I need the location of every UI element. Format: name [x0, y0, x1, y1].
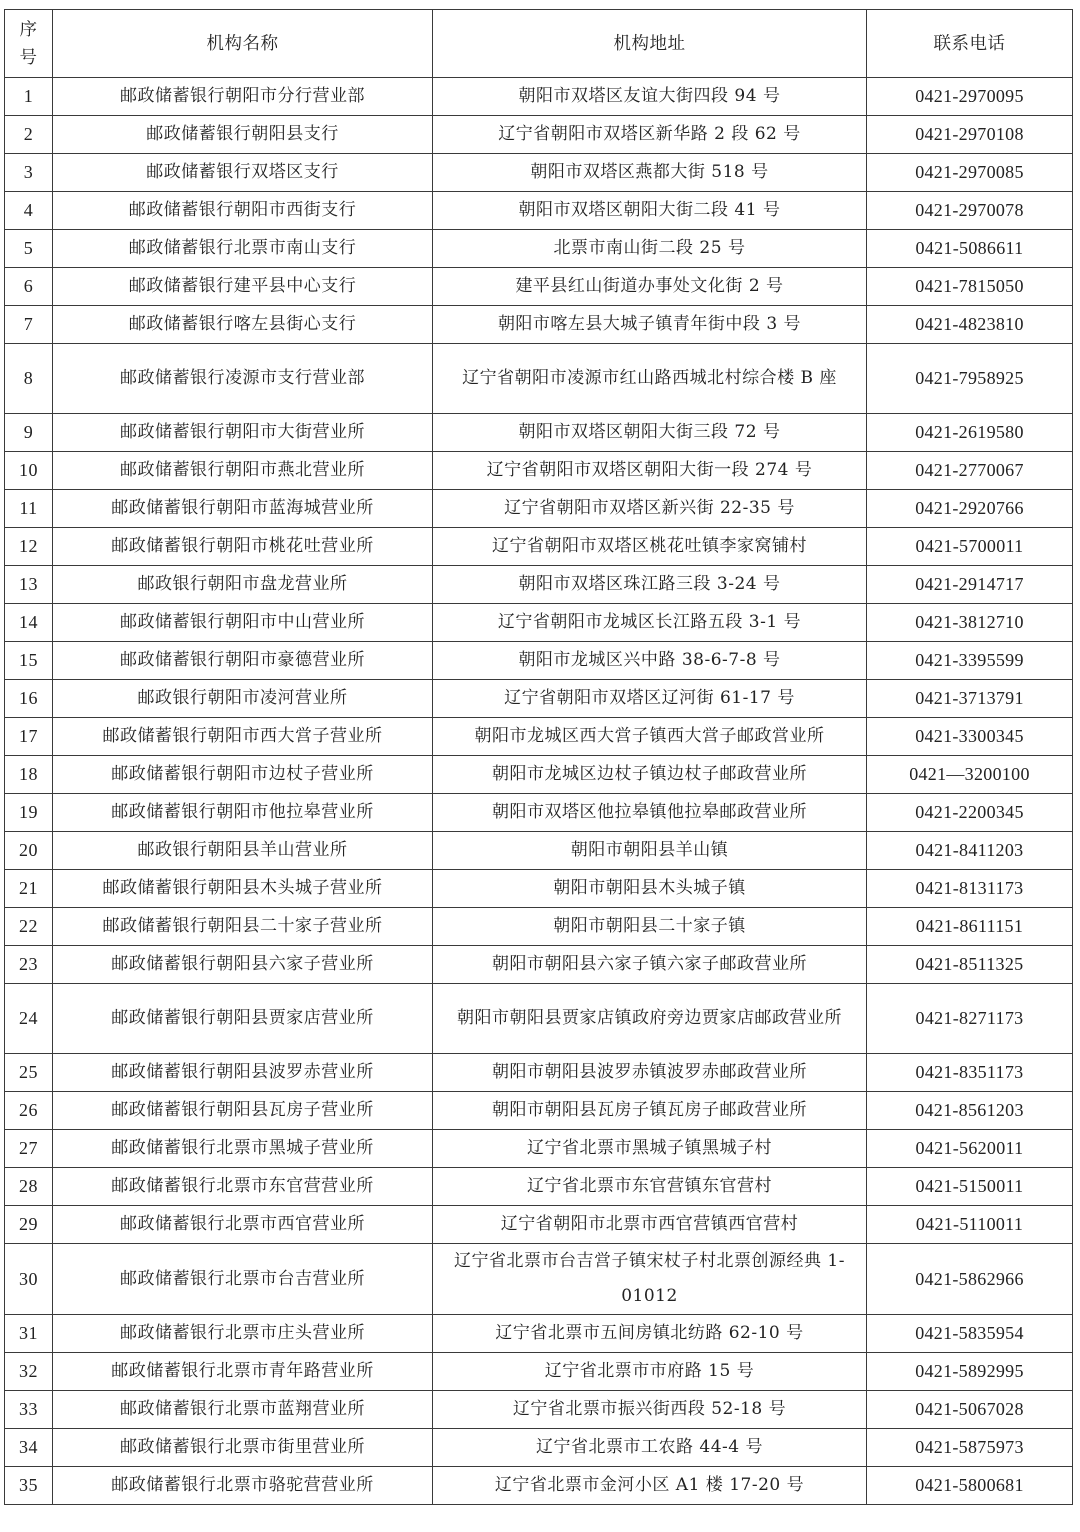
row-institution-name: 邮政储蓄银行北票市蓝翔营业所 — [53, 1391, 433, 1429]
table-row — [5, 946, 1073, 984]
row-serial-number: 13 — [5, 566, 53, 604]
row-serial-number: 1 — [5, 78, 53, 116]
row-contact-phone: 0421-2770067 — [867, 452, 1073, 490]
row-contact-phone: 0421-5892995 — [867, 1353, 1073, 1391]
row-contact-phone: 0421-3812710 — [867, 604, 1073, 642]
table-row — [5, 490, 1073, 528]
row-institution-address: 辽宁省朝阳市龙城区长江路五段 3-1 号 — [433, 604, 867, 642]
row-institution-name: 邮政储蓄银行朝阳市中山营业所 — [53, 604, 433, 642]
row-institution-address: 朝阳市双塔区友谊大街四段 94 号 — [433, 78, 867, 116]
table-row — [5, 566, 1073, 604]
row-institution-name: 邮政储蓄银行北票市街里营业所 — [53, 1429, 433, 1467]
table-row — [5, 718, 1073, 756]
table-row — [5, 78, 1073, 116]
row-contact-phone: 0421-2914717 — [867, 566, 1073, 604]
table-row — [5, 268, 1073, 306]
row-institution-name: 邮政储蓄银行北票市庄头营业所 — [53, 1315, 433, 1353]
row-contact-phone: 0421-8611151 — [867, 908, 1073, 946]
row-institution-address: 朝阳市朝阳县贾家店镇政府旁边贾家店邮政营业所 — [433, 984, 867, 1054]
table-row — [5, 306, 1073, 344]
row-contact-phone: 0421-5620011 — [867, 1130, 1073, 1168]
row-serial-number: 24 — [5, 984, 53, 1054]
table-row — [5, 192, 1073, 230]
row-serial-number: 14 — [5, 604, 53, 642]
row-institution-name: 邮政储蓄银行北票市南山支行 — [53, 230, 433, 268]
row-institution-name: 邮政储蓄银行双塔区支行 — [53, 154, 433, 192]
table-row — [5, 414, 1073, 452]
row-institution-address: 辽宁省北票市市府路 15 号 — [433, 1353, 867, 1391]
row-institution-address: 辽宁省朝阳市双塔区新华路 2 段 62 号 — [433, 116, 867, 154]
table-row — [5, 642, 1073, 680]
row-contact-phone: 0421-2200345 — [867, 794, 1073, 832]
table-row — [5, 116, 1073, 154]
row-contact-phone: 0421-5086611 — [867, 230, 1073, 268]
row-contact-phone: 0421-5110011 — [867, 1206, 1073, 1244]
row-serial-number: 22 — [5, 908, 53, 946]
row-contact-phone: 0421-5150011 — [867, 1168, 1073, 1206]
row-institution-address: 辽宁省朝阳市双塔区辽河街 61-17 号 — [433, 680, 867, 718]
row-institution-address: 朝阳市朝阳县羊山镇 — [433, 832, 867, 870]
row-contact-phone: 0421-8411203 — [867, 832, 1073, 870]
header-institution-address: 机构地址 — [433, 10, 867, 78]
table-row — [5, 1130, 1073, 1168]
row-contact-phone: 0421-3300345 — [867, 718, 1073, 756]
row-serial-number: 6 — [5, 268, 53, 306]
header-serial-number — [5, 10, 53, 78]
row-contact-phone: 0421-5800681 — [867, 1467, 1073, 1505]
row-institution-name: 邮政储蓄银行朝阳市分行营业部 — [53, 78, 433, 116]
row-institution-name: 邮政储蓄银行建平县中心支行 — [53, 268, 433, 306]
row-contact-phone: 0421-5875973 — [867, 1429, 1073, 1467]
row-institution-address: 辽宁省朝阳市双塔区朝阳大街一段 274 号 — [433, 452, 867, 490]
table-row — [5, 832, 1073, 870]
row-institution-address: 朝阳市朝阳县六家子镇六家子邮政营业所 — [433, 946, 867, 984]
table-row — [5, 870, 1073, 908]
row-institution-address: 朝阳市朝阳县二十家子镇 — [433, 908, 867, 946]
row-institution-name: 邮政储蓄银行朝阳市边杖子营业所 — [53, 756, 433, 794]
table-row — [5, 604, 1073, 642]
row-serial-number: 16 — [5, 680, 53, 718]
table-row — [5, 984, 1073, 1054]
row-institution-address: 朝阳市朝阳县波罗赤镇波罗赤邮政营业所 — [433, 1054, 867, 1092]
row-institution-address: 朝阳市龙城区西大営子镇西大営子邮政営业所 — [433, 718, 867, 756]
row-serial-number: 3 — [5, 154, 53, 192]
row-institution-name: 邮政银行朝阳市凌河营业所 — [53, 680, 433, 718]
row-institution-name: 邮政储蓄银行朝阳市桃花吐营业所 — [53, 528, 433, 566]
table-header-row — [5, 10, 1073, 78]
table-body — [5, 78, 1073, 1505]
row-contact-phone: 0421-8131173 — [867, 870, 1073, 908]
table-row — [5, 154, 1073, 192]
row-institution-name: 邮政储蓄银行北票市西官营业所 — [53, 1206, 433, 1244]
row-institution-name: 邮政储蓄银行朝阳市豪德营业所 — [53, 642, 433, 680]
institution-table — [4, 9, 1073, 1505]
row-institution-address: 朝阳市朝阳县木头城子镇 — [433, 870, 867, 908]
row-institution-address: 辽宁省朝阳市双塔区桃花吐镇李家窝铺村 — [433, 528, 867, 566]
row-serial-number: 9 — [5, 414, 53, 452]
row-institution-address: 北票市南山街二段 25 号 — [433, 230, 867, 268]
row-serial-number: 26 — [5, 1092, 53, 1130]
header-institution-name: 机构名称 — [53, 10, 433, 78]
table-row — [5, 1244, 1073, 1315]
row-contact-phone: 0421-2970095 — [867, 78, 1073, 116]
row-institution-name: 邮政储蓄银行朝阳县二十家子营业所 — [53, 908, 433, 946]
header-serial-line1: 序 — [19, 19, 38, 40]
row-institution-name: 邮政储蓄银行北票市黑城子营业所 — [53, 1130, 433, 1168]
row-institution-name: 邮政储蓄银行北票市东官营营业所 — [53, 1168, 433, 1206]
row-institution-name: 邮政储蓄银行朝阳市大街营业所 — [53, 414, 433, 452]
row-institution-name: 邮政储蓄银行北票市青年路营业所 — [53, 1353, 433, 1391]
row-contact-phone: 0421-3395599 — [867, 642, 1073, 680]
row-contact-phone: 0421-8271173 — [867, 984, 1073, 1054]
table-row — [5, 1429, 1073, 1467]
row-institution-name: 邮政储蓄银行朝阳县瓦房子营业所 — [53, 1092, 433, 1130]
header-contact-phone: 联系电话 — [867, 10, 1073, 78]
row-contact-phone: 0421-5835954 — [867, 1315, 1073, 1353]
row-institution-address: 辽宁省朝阳市双塔区新兴街 22-35 号 — [433, 490, 867, 528]
row-institution-name: 邮政储蓄银行北票市骆驼营营业所 — [53, 1467, 433, 1505]
row-institution-name: 邮政储蓄银行朝阳县贾家店营业所 — [53, 984, 433, 1054]
row-serial-number: 12 — [5, 528, 53, 566]
row-institution-address: 朝阳市喀左县大城子镇青年街中段 3 号 — [433, 306, 867, 344]
row-institution-name: 邮政储蓄银行朝阳市蓝海城营业所 — [53, 490, 433, 528]
row-institution-name: 邮政储蓄银行朝阳市他拉皋营业所 — [53, 794, 433, 832]
row-serial-number: 35 — [5, 1467, 53, 1505]
table-row — [5, 680, 1073, 718]
row-institution-address: 朝阳市双塔区朝阳大街二段 41 号 — [433, 192, 867, 230]
row-institution-address: 辽宁省朝阳市北票市西官营镇西官营村 — [433, 1206, 867, 1244]
row-serial-number: 8 — [5, 344, 53, 414]
row-serial-number: 11 — [5, 490, 53, 528]
row-serial-number: 29 — [5, 1206, 53, 1244]
table-row — [5, 344, 1073, 414]
table-row — [5, 1467, 1073, 1505]
row-institution-name: 邮政储蓄银行朝阳县木头城子营业所 — [53, 870, 433, 908]
row-serial-number: 7 — [5, 306, 53, 344]
row-contact-phone: 0421-8561203 — [867, 1092, 1073, 1130]
table-row — [5, 756, 1073, 794]
row-institution-name: 邮政储蓄银行凌源市支行营业部 — [53, 344, 433, 414]
row-serial-number: 25 — [5, 1054, 53, 1092]
row-serial-number: 30 — [5, 1244, 53, 1315]
row-contact-phone: 0421-4823810 — [867, 306, 1073, 344]
row-institution-address: 辽宁省北票市黑城子镇黑城子村 — [433, 1130, 867, 1168]
row-serial-number: 33 — [5, 1391, 53, 1429]
table-row — [5, 794, 1073, 832]
row-serial-number: 23 — [5, 946, 53, 984]
row-contact-phone: 0421-7815050 — [867, 268, 1073, 306]
row-contact-phone: 0421-5067028 — [867, 1391, 1073, 1429]
row-institution-address: 朝阳市龙城区边杖子镇边杖子邮政营业所 — [433, 756, 867, 794]
row-serial-number: 28 — [5, 1168, 53, 1206]
row-contact-phone: 0421-2970078 — [867, 192, 1073, 230]
row-serial-number: 2 — [5, 116, 53, 154]
row-institution-name: 邮政储蓄银行喀左县街心支行 — [53, 306, 433, 344]
table-row — [5, 1315, 1073, 1353]
row-serial-number: 32 — [5, 1353, 53, 1391]
row-serial-number: 27 — [5, 1130, 53, 1168]
row-institution-address: 辽宁省北票市东官营镇东官营村 — [433, 1168, 867, 1206]
row-institution-name: 邮政储蓄银行朝阳县波罗赤营业所 — [53, 1054, 433, 1092]
row-institution-name: 邮政银行朝阳市盘龙营业所 — [53, 566, 433, 604]
row-institution-address: 辽宁省北票市台吉営子镇宋杖子村北票创源经典 1-01012 — [433, 1244, 867, 1315]
table-row — [5, 908, 1073, 946]
row-serial-number: 4 — [5, 192, 53, 230]
row-institution-address: 朝阳市双塔区燕都大街 518 号 — [433, 154, 867, 192]
table-row — [5, 230, 1073, 268]
row-contact-phone: 0421-8351173 — [867, 1054, 1073, 1092]
row-institution-name: 邮政储蓄银行朝阳县支行 — [53, 116, 433, 154]
row-serial-number: 10 — [5, 452, 53, 490]
row-institution-address: 建平县红山街道办事处文化街 2 号 — [433, 268, 867, 306]
row-institution-name: 邮政储蓄银行朝阳市西大営子营业所 — [53, 718, 433, 756]
row-contact-phone: 0421-2970108 — [867, 116, 1073, 154]
table-row — [5, 1353, 1073, 1391]
row-institution-name: 邮政银行朝阳县羊山营业所 — [53, 832, 433, 870]
row-institution-address: 朝阳市双塔区他拉皋镇他拉皋邮政营业所 — [433, 794, 867, 832]
row-contact-phone: 0421-5700011 — [867, 528, 1073, 566]
row-contact-phone: 0421-2920766 — [867, 490, 1073, 528]
row-contact-phone: 0421—3200100 — [867, 756, 1073, 794]
row-institution-address: 辽宁省北票市振兴街西段 52-18 号 — [433, 1391, 867, 1429]
row-institution-address: 朝阳市双塔区朝阳大街三段 72 号 — [433, 414, 867, 452]
row-institution-name: 邮政储蓄银行朝阳市燕北营业所 — [53, 452, 433, 490]
table-row — [5, 1092, 1073, 1130]
header-serial-line2: 号 — [19, 47, 38, 68]
row-serial-number: 31 — [5, 1315, 53, 1353]
row-institution-address: 辽宁省北票市五间房镇北纺路 62-10 号 — [433, 1315, 867, 1353]
row-institution-name: 邮政储蓄银行朝阳县六家子营业所 — [53, 946, 433, 984]
row-serial-number: 21 — [5, 870, 53, 908]
row-serial-number: 18 — [5, 756, 53, 794]
row-contact-phone: 0421-8511325 — [867, 946, 1073, 984]
row-contact-phone: 0421-2619580 — [867, 414, 1073, 452]
row-institution-address: 朝阳市双塔区珠江路三段 3-24 号 — [433, 566, 867, 604]
row-serial-number: 20 — [5, 832, 53, 870]
table-row — [5, 1168, 1073, 1206]
table-row — [5, 452, 1073, 490]
row-institution-address: 辽宁省北票市工农路 44-4 号 — [433, 1429, 867, 1467]
row-contact-phone: 0421-2970085 — [867, 154, 1073, 192]
table-row — [5, 1391, 1073, 1429]
row-institution-address: 朝阳市龙城区兴中路 38-6-7-8 号 — [433, 642, 867, 680]
row-institution-address: 辽宁省朝阳市凌源市红山路西城北村综合楼 B 座 — [433, 344, 867, 414]
table-row — [5, 1206, 1073, 1244]
table-row — [5, 1054, 1073, 1092]
row-serial-number: 15 — [5, 642, 53, 680]
row-serial-number: 34 — [5, 1429, 53, 1467]
row-contact-phone: 0421-5862966 — [867, 1244, 1073, 1315]
row-serial-number: 17 — [5, 718, 53, 756]
table-row — [5, 528, 1073, 566]
row-serial-number: 5 — [5, 230, 53, 268]
row-institution-name: 邮政储蓄银行北票市台吉营业所 — [53, 1244, 433, 1315]
row-institution-name: 邮政储蓄银行朝阳市西街支行 — [53, 192, 433, 230]
row-contact-phone: 0421-3713791 — [867, 680, 1073, 718]
row-serial-number: 19 — [5, 794, 53, 832]
row-institution-address: 辽宁省北票市金河小区 A1 楼 17-20 号 — [433, 1467, 867, 1505]
row-institution-address: 朝阳市朝阳县瓦房子镇瓦房子邮政营业所 — [433, 1092, 867, 1130]
row-contact-phone: 0421-7958925 — [867, 344, 1073, 414]
